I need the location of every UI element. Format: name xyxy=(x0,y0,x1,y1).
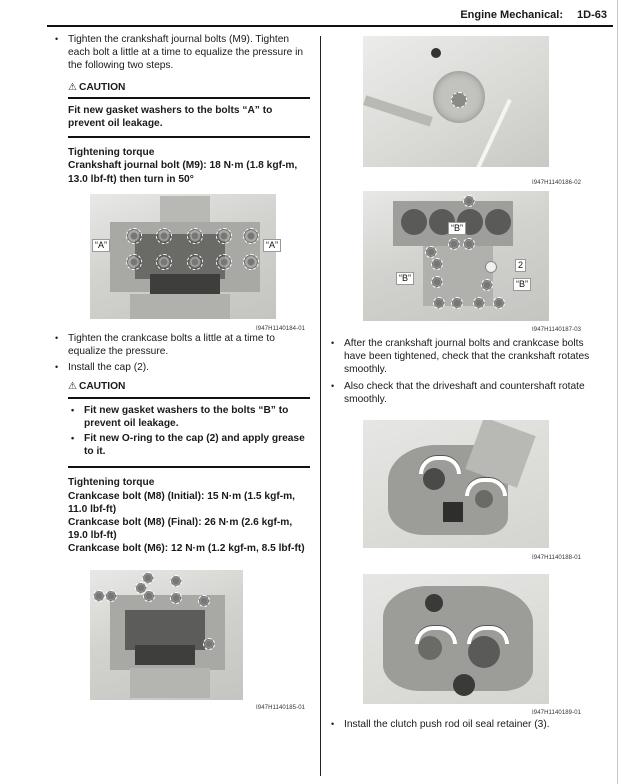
page-header xyxy=(47,0,613,27)
figure-id: I947H1140184-01 xyxy=(256,325,306,332)
crankcase-photo-b xyxy=(90,570,243,700)
torque-title: Tightening torque xyxy=(68,477,155,489)
caution-box-2 xyxy=(68,380,310,468)
torque-spec-1 xyxy=(68,146,310,186)
step-tighten-journal-bolts: • Tighten the crankshaft journal bolts (M9). Tighten each bolt a little at a time to equalize the pressure in the following two steps. xyxy=(52,33,310,73)
figure-crankcase-bolts xyxy=(52,556,310,711)
step-check-shafts-rotation: • Also check that the driveshaft and countershaft rotate smoothly. xyxy=(328,380,598,406)
caution-body: Fit new gasket washers to the bolts “A” to prevent oil leakage. xyxy=(68,99,310,138)
figure-shaft-rotation-2 xyxy=(328,564,598,717)
caution-item: • Fit new gasket washers to the bolts “B” to prevent oil leakage. xyxy=(68,404,310,430)
right-column xyxy=(328,33,598,734)
step-install-cap: • Install the cap (2). xyxy=(52,361,310,374)
caution-box-1 xyxy=(68,81,310,139)
figure-cap-location xyxy=(328,33,598,186)
figure-crankcase-b-bolts xyxy=(328,191,598,333)
figure-id: I947H1140185-01 xyxy=(256,704,306,711)
header-text xyxy=(460,9,607,21)
warning-triangle-icon: ⚠ xyxy=(68,381,77,393)
torque-line: Crankcase bolt (M8) (Final): 26 N·m (2.6 kgf-m, 19.0 lbf-ft) xyxy=(68,517,293,542)
step-install-seal-retainer: • Install the clutch push rod oil seal retainer (3). xyxy=(328,718,598,731)
page-number: 1D-63 xyxy=(577,9,607,21)
crankcase-photo-a xyxy=(90,194,276,319)
callout-b-top: “B” xyxy=(448,222,466,235)
crankcase-photo-f xyxy=(363,574,549,704)
callout-a-right: “A” xyxy=(263,239,281,252)
warning-triangle-icon: ⚠ xyxy=(68,81,77,93)
torque-line: Crankcase bolt (M8) (Initial): 15 N·m (1.5 kgf-m, 11.0 lbf-ft) xyxy=(68,490,295,515)
step-tighten-crankcase-bolts: • Tighten the crankcase bolts a little at a time to equalize the pressure. xyxy=(52,332,310,358)
caution-item: • Fit new O-ring to the cap (2) and apply grease to it. xyxy=(68,432,310,458)
step-check-crankshaft-rotation: • After the crankshaft journal bolts and crankcase bolts have been tightened, check that the crankshaft rotates smoothly. xyxy=(328,337,598,377)
figure-id: I947H1140188-01 xyxy=(532,555,582,562)
callout-b-left: “B” xyxy=(396,272,414,285)
figure-id: I947H1140187-03 xyxy=(532,327,582,333)
crankcase-photo-d xyxy=(363,191,549,321)
crankcase-photo-c xyxy=(363,36,549,167)
torque-title: Tightening torque xyxy=(68,147,155,159)
callout-b-right: “B” xyxy=(513,278,531,291)
figure-id: I947H1140186-02 xyxy=(532,180,582,186)
crankcase-photo-e xyxy=(363,420,549,548)
callout-a-left: “A” xyxy=(92,239,110,252)
torque-spec-2 xyxy=(68,476,310,555)
left-column xyxy=(52,33,310,711)
figure-journal-bolts xyxy=(52,186,310,332)
caution-title: ⚠ CAUTION xyxy=(68,81,310,99)
caution-title: ⚠ CAUTION xyxy=(68,380,310,398)
torque-line: Crankshaft journal bolt (M9): 18 N·m (1.8 kgf-m, 13.0 lbf-ft) then turn in 50° xyxy=(68,160,298,185)
figure-shaft-rotation-1 xyxy=(328,416,598,562)
column-divider xyxy=(320,36,321,776)
caution-body xyxy=(68,399,310,469)
figure-id: I947H1140189-01 xyxy=(532,710,582,717)
torque-line: Crankcase bolt (M6): 12 N·m (1.2 kgf-m, 8.5 lbf-ft) xyxy=(68,543,305,555)
section-title: Engine Mechanical: xyxy=(460,9,564,21)
callout-2: 2 xyxy=(515,259,526,272)
page-right-edge xyxy=(617,0,618,784)
